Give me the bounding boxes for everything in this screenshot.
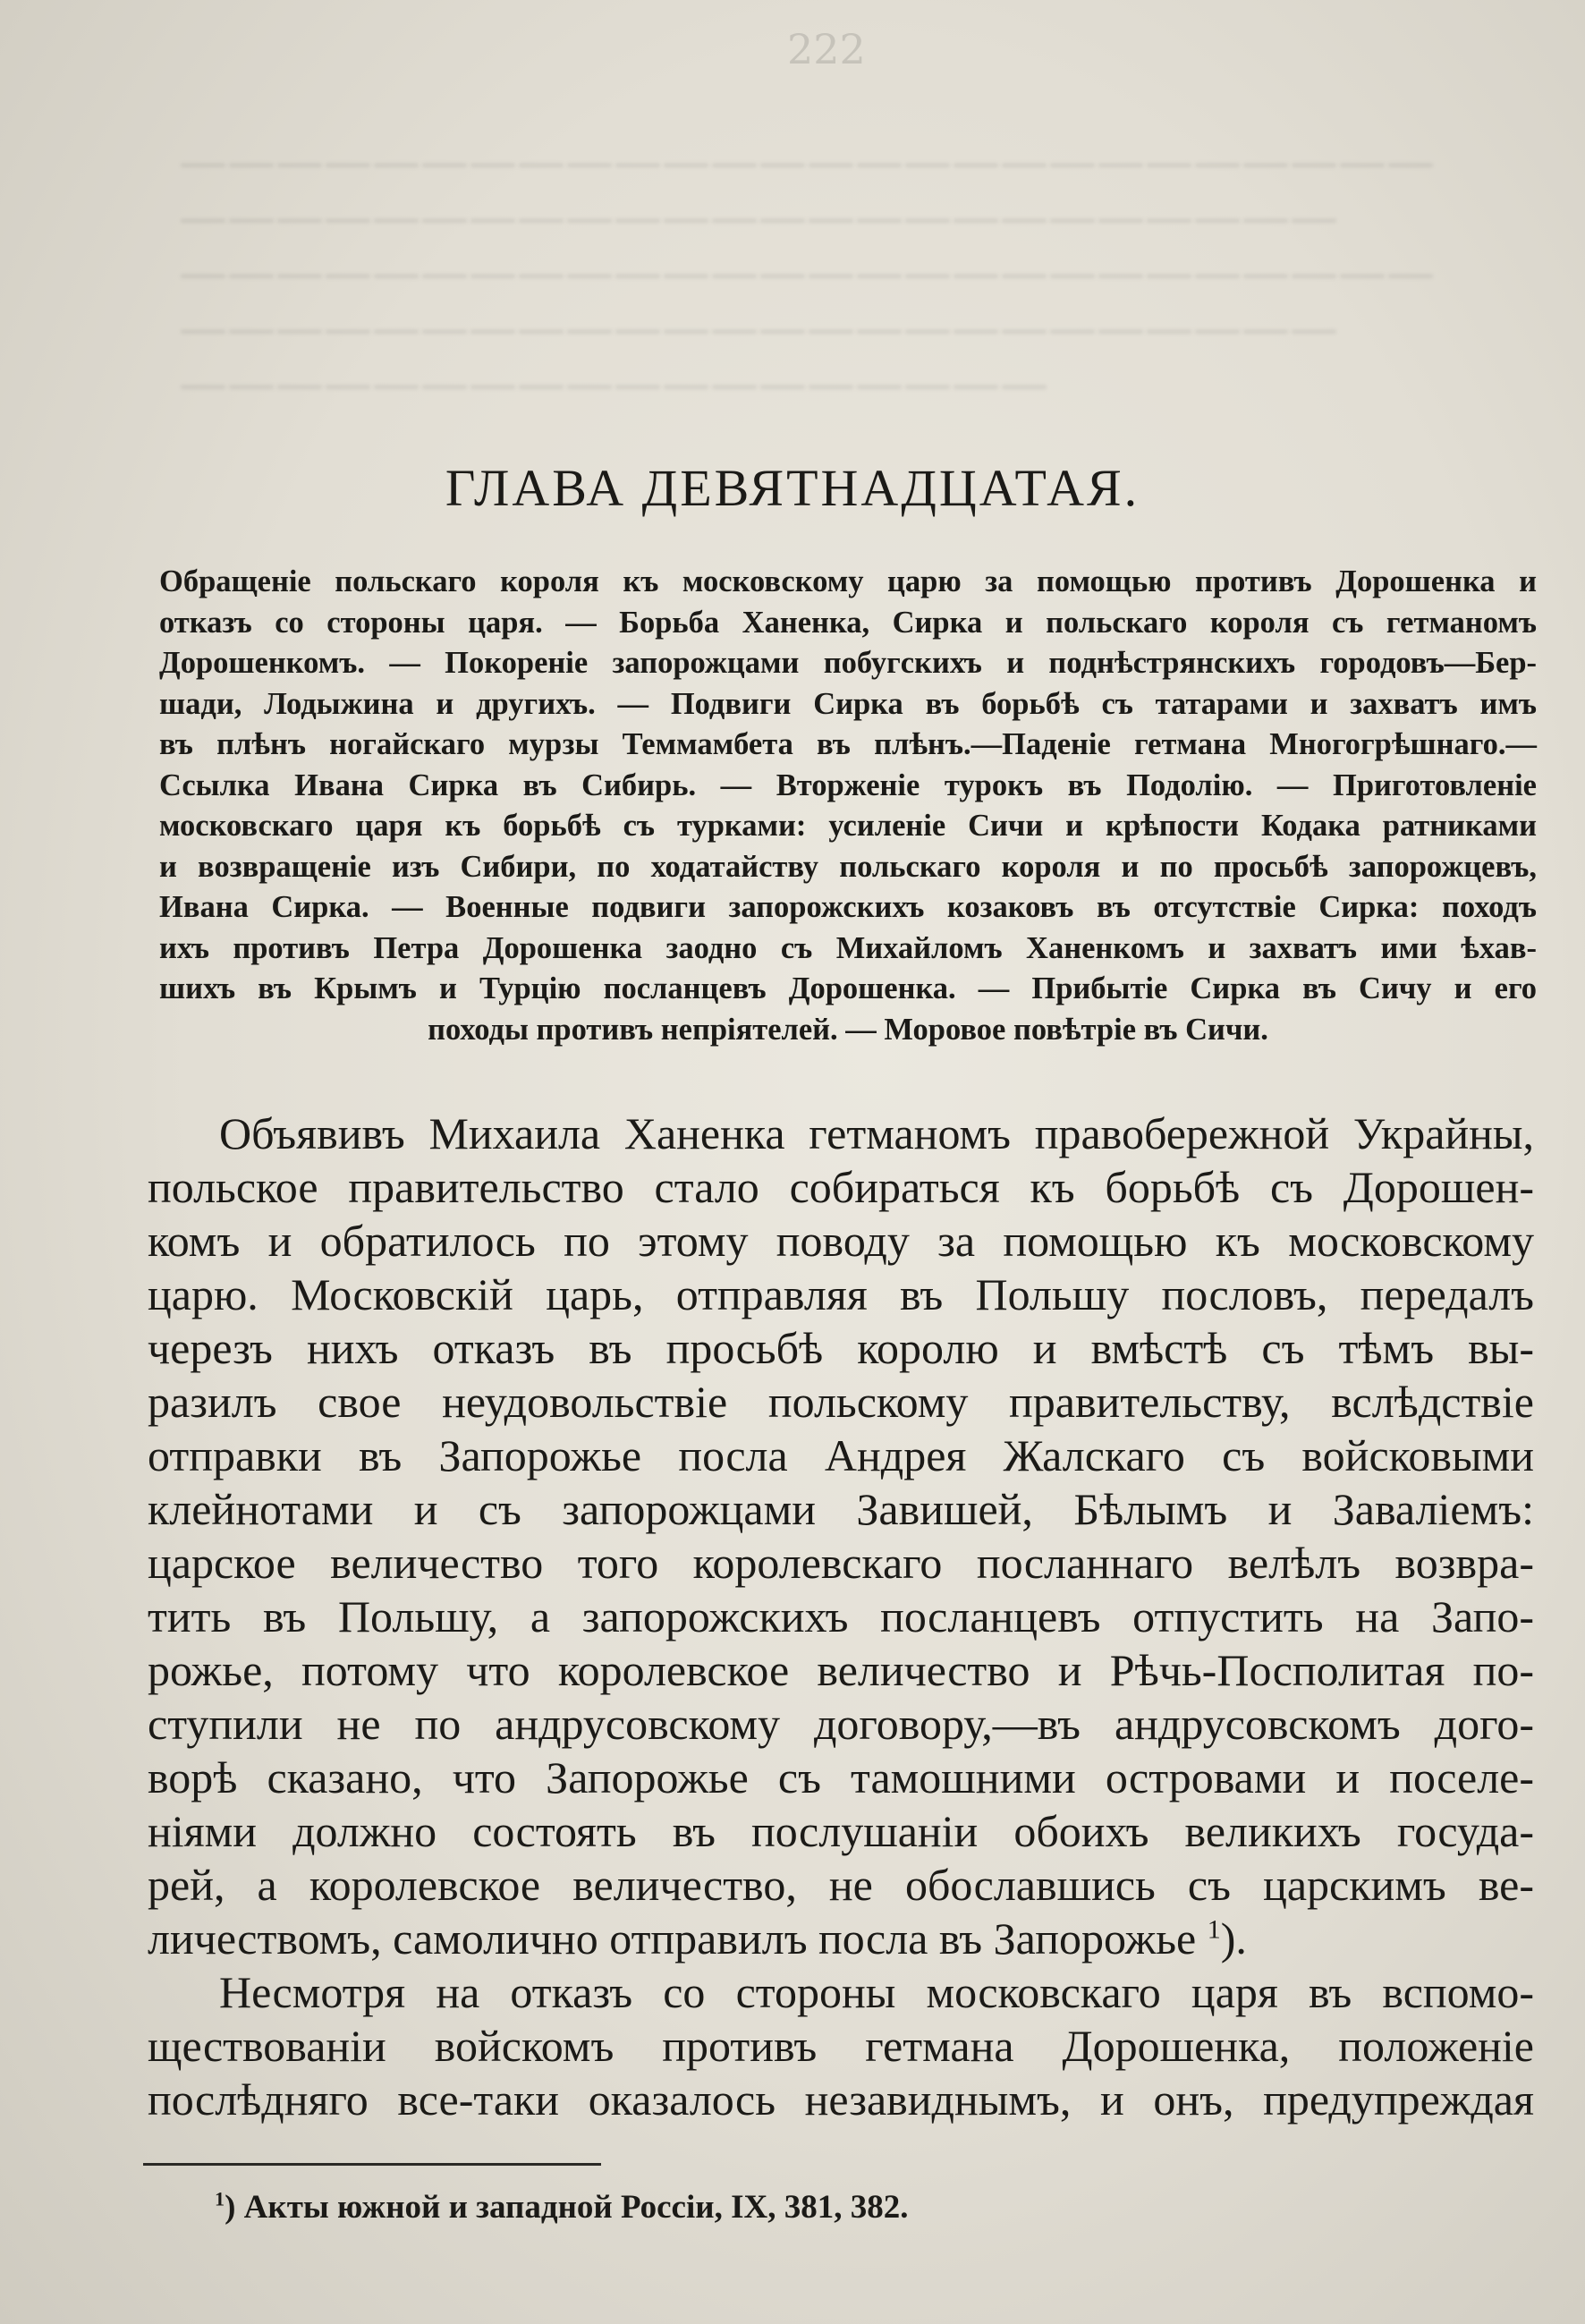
body-line: рожье, потому что королевское величество и Рѣчь-Посполитая по- [148,1645,1534,1695]
summary-line: московскаго царя къ борьбѣ съ турками: усиленіе Сичи и крѣпости Кодака ратниками [159,809,1537,843]
body-line: царское величество того королевскаго посланнаго велѣлъ возвра- [148,1538,1534,1588]
body-line-text: личествомъ, самолично отправилъ посла въ Запорожье [148,1913,1197,1964]
footnote [215,2188,908,2226]
summary-line: Обращеніе польскаго короля къ московскому царю за помощью противъ Дорошенка и [159,564,1537,598]
body-line: Объявивъ Михаила Ханенка гетманомъ правобережной Украйны, [219,1108,1534,1158]
footnote-text: ) Акты южной и западной Россіи, IX, 381, 382. [225,2189,909,2226]
footnote-reference-tail: ). [1220,1913,1247,1964]
summary-line: и возвращеніе изъ Сибири, по ходатайству польскаго короля и по просьбѣ запорожцевъ, [159,849,1537,884]
summary-line: шади, Лодыжина и другихъ. — Подвиги Сирка въ борьбѣ съ татарами и захватъ имъ [159,686,1537,721]
body-line: ступили не по андрусовскому договору,—въ андрусовскомъ дого- [148,1699,1534,1749]
body-line: Несмотря на отказъ со стороны московскаго царя въ вспомо- [219,1967,1534,2017]
body-line: комъ и обратилось по этому поводу за помощью къ московскому [148,1216,1534,1266]
footnote-divider [143,2163,601,2166]
summary-line: походы противъ непріятелей. — Моровое повѣтріе въ Сичи. [428,1012,1268,1047]
body-line: разилъ свое неудовольствіе польскому правительству, вслѣдствіе [148,1377,1534,1427]
chapter-summary [159,562,1537,1050]
body-line: клейнотами и съ запорожцами Завишей, Бѣлымъ и Завалiемъ: [148,1484,1534,1534]
body-line: ніями должно состоять въ послушаніи обоихъ великихъ госуда- [148,1806,1534,1856]
footnote-reference: 1 [1207,1914,1221,1945]
summary-line: въ плѣнъ ногайскаго мурзы Теммамбета въ плѣнъ.—Паденіе гетмана Многогрѣшнаго.— [159,727,1537,761]
body-line-with-footnote-ref [148,1912,1534,1965]
summary-line: Ссылка Ивана Сирка въ Сибирь. — Вторженіе турокъ въ Подолію. — Приготовленіе [159,768,1537,802]
chapter-title: ГЛАВА ДЕВЯТНАДЦАТАЯ. [445,459,1140,517]
summary-line: Дорошенкомъ. — Покореніе запорожцами побугскихъ и поднѣстрянскихъ городовъ—Бер- [159,646,1537,680]
body-line: ворѣ сказано, что Запорожье съ тамошними островами и поселе- [148,1752,1534,1802]
reverse-side-bleed: —————————————————————————— ———————————————————————— —————————————————————————— ———————————————————————— —————————————————— [179,133,1435,411]
body-text [148,1107,1534,2126]
summary-line: Ивана Сирка. — Военные подвиги запорожскихъ козаковъ въ отсутствіе Сирка: походъ [159,890,1537,924]
body-line: царю. Московскій царь, отправляя въ Польшу пословъ, передалъ [148,1269,1534,1319]
body-line: рей, а королевское величество, не обославшись съ царскимъ ве- [148,1860,1534,1910]
body-line: польское правительство стало собираться къ борьбѣ съ Дорошен- [148,1162,1534,1212]
summary-line: отказъ со стороны царя. — Борьба Ханенка, Сирка и польскаго короля съ гетманомъ [159,605,1537,640]
body-line: ществованіи войскомъ противъ гетмана Дорошенка, положеніе [148,2021,1534,2071]
body-line: отправки въ Запорожье посла Андрея Жалскаго съ войсковыми [148,1430,1534,1480]
summary-line: ихъ противъ Петра Дорошенка заодно съ Михайломъ Ханенкомъ и захватъ ими ѣхав- [159,930,1537,965]
body-line: черезъ нихъ отказъ въ просьбѣ королю и вмѣстѣ съ тѣмъ вы- [148,1323,1534,1373]
page-number: 222 [787,25,866,73]
summary-line: шихъ въ Крымъ и Турцію посланцевъ Дорошенка. — Прибытіе Сирка въ Сичу и его [159,971,1537,1005]
body-line: послѣдняго все-таки оказалось незавиднымъ, и онъ, предупреждая [148,2074,1534,2125]
footnote-marker: 1 [215,2187,225,2210]
body-line: тить въ Польшу, а запорожскихъ посланцевъ отпустить на Запо- [148,1591,1534,1641]
